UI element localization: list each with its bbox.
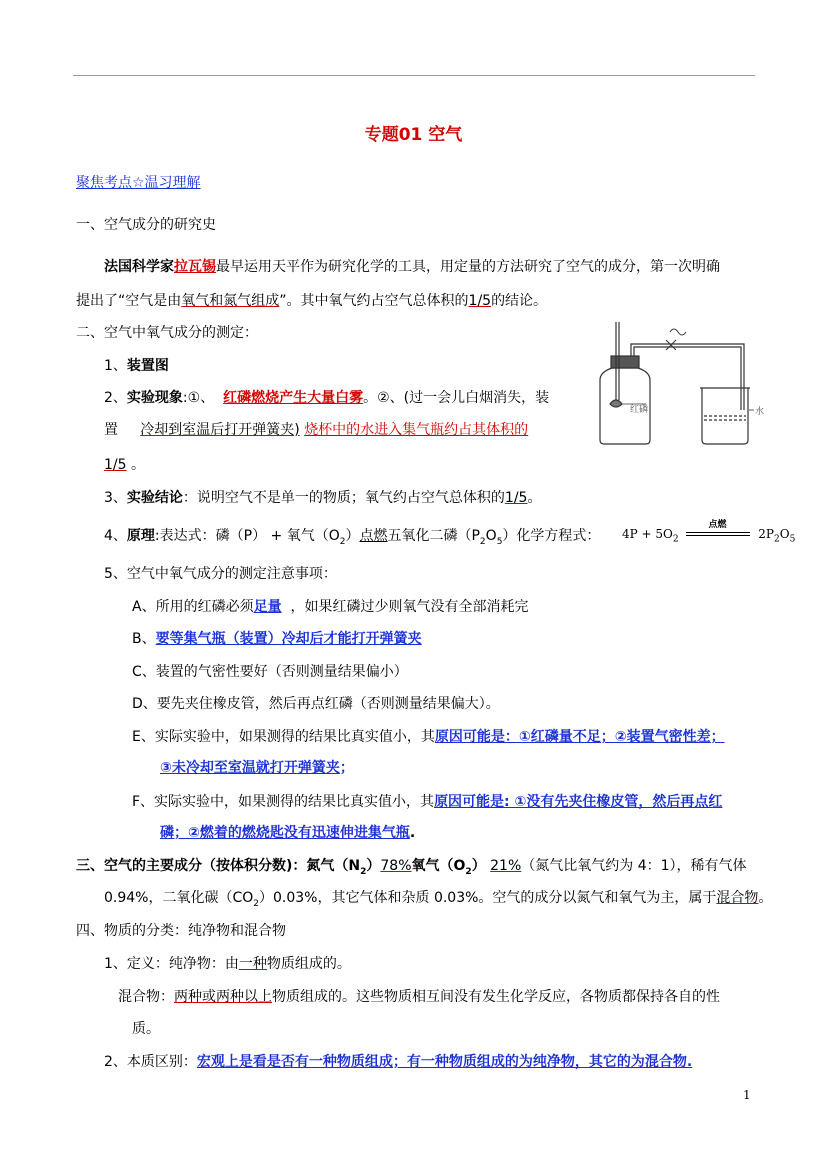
s1-lavoisier: 拉瓦锡 (174, 259, 216, 275)
frag: ） (366, 858, 381, 874)
frag: 2 (360, 866, 367, 877)
note-C: C、装置的气密性要好（否则测量结果偏小） (132, 664, 408, 680)
item-label: 装置图 (126, 358, 169, 374)
s2-item-5: 5、空气中氧气成分的测定注意事项： (104, 566, 337, 582)
note-E (132, 726, 725, 746)
frag: 1/5 (504, 490, 528, 506)
frag: B、 (132, 631, 156, 647)
label-red-phosphorus: 红磷 (630, 405, 649, 415)
s2-item-2-end (104, 454, 145, 474)
frag: ③未冷却至室温就打开弹簧夹 (160, 760, 340, 776)
frag: 足量 (253, 599, 282, 615)
header-rule (73, 75, 755, 76)
combustion-spoon (610, 400, 622, 407)
frag: 2、本质区别： (104, 1054, 197, 1070)
frag: 物质组成的。这些物质相互间没有发生化学反应，各物质都保持各自的性 (272, 989, 720, 1005)
frag: 物质组成的。 (266, 956, 351, 972)
frag: ； (339, 760, 354, 776)
page-title: 专题01 空气 (364, 125, 463, 145)
s4-difference (104, 1051, 692, 1071)
frag: 1/5 (104, 457, 127, 473)
chemical-equation (622, 519, 796, 545)
spring-clip-icon (666, 340, 676, 350)
frag: 混合物： (118, 989, 174, 1005)
s2-item-2-cont (104, 419, 528, 439)
oxygen-percent: 21% (490, 858, 522, 874)
note-F-cont (160, 822, 415, 842)
s1-line-1 (104, 256, 720, 276)
s1-frag: 提出了“空气是由 (76, 293, 182, 309)
section-3-line-1 (76, 855, 747, 877)
s1-composition: 氧气和氮气组成 (181, 293, 280, 309)
frag: 2 (465, 866, 472, 877)
eq-left: 4P + 5O (622, 527, 673, 541)
eq-right: O (779, 527, 790, 541)
frag: F、实际实验中，如果测得的结果比真实值小，其 (132, 794, 435, 810)
note-E-cont (160, 757, 354, 777)
frag: 混合物 (716, 890, 759, 906)
frag: 2 (479, 536, 486, 547)
note-D: D、要先夹住橡皮管，然后再点红磷（否则测量结果偏大）。 (132, 696, 500, 712)
frag: O (485, 528, 497, 544)
frag: 三、空气的主要成分（按体积分数)：氮气（N (76, 858, 361, 874)
item-num: 1、 (104, 358, 127, 374)
s1-frag: 的结论。 (491, 293, 548, 309)
section-4-heading: 四、物质的分类：纯净物和混合物 (76, 923, 286, 939)
note-B (132, 628, 422, 648)
s4-definition (104, 953, 351, 973)
s2-item-2 (104, 387, 549, 407)
nitrogen-percent: 78% (380, 858, 412, 874)
label-water: 水 (755, 407, 764, 417)
apparatus-diagram (594, 320, 764, 450)
frag: 置 (104, 422, 118, 438)
section-1-heading: 一、空气成分的研究史 (76, 217, 216, 233)
frag: E、实际实验中，如果测得的结果比真实值小，其 (132, 729, 435, 745)
eq-sub: 2 (773, 534, 780, 545)
glass-tube (631, 344, 744, 410)
eq-right: 2P (758, 527, 774, 541)
frag: . (409, 825, 416, 841)
rubber-stopper (611, 356, 639, 368)
s2-item-4 (104, 525, 600, 547)
s4-mixture-cont: 质。 (132, 1021, 160, 1037)
page-number: 1 (743, 1088, 751, 1102)
s1-frag: 法国科学家 (104, 259, 174, 275)
frag: 两种或两种以上 (174, 989, 272, 1005)
frag: 宏观上是看是否有一种物质组成；有一种物质组成的为纯净物，其它的为混合物. (196, 1054, 693, 1070)
frag: 5 (496, 536, 503, 547)
frag: （氮气比氧气约为 4：1），稀有气体 (521, 858, 747, 874)
section-2-heading: 二、空气中氧气成分的测定： (76, 325, 258, 341)
s2-item-3 (104, 487, 541, 507)
frag: 磷；②燃着的燃烧匙没有迅速伸进集气瓶 (160, 825, 410, 841)
s1-line-2 (76, 290, 547, 310)
frag: 氧气（O (411, 858, 466, 874)
eq-condition: 点燃 (708, 519, 727, 530)
frag: 原因可能是: ①没有先夹住橡皮管，然后再点红 (434, 794, 723, 810)
subtitle-link[interactable]: 聚焦考点☆温习理解 (76, 175, 201, 191)
frag: 。 (527, 490, 542, 506)
frag: ，如果红磷过少则氧气没有全部消耗完 (290, 599, 529, 615)
frag: 五氧化二磷（P (387, 528, 480, 544)
frag: 原因可能是：①红磷量不足；②装置气密性差； (434, 729, 725, 745)
frag: 。 (130, 457, 145, 473)
item-label: 实验现象 (126, 390, 183, 406)
frag: 一种 (238, 956, 267, 972)
frag: :表达式：磷（P） + 氧气（O (154, 528, 340, 544)
frag: 冷却到室温后打开弹簧夹) (140, 422, 300, 438)
frag: ）化学方程式： (502, 528, 601, 544)
frag: ） (471, 858, 486, 874)
note-F (132, 791, 722, 811)
frag: 2 (253, 898, 260, 909)
frag: 。 (758, 890, 773, 906)
eq-sub: 5 (789, 534, 796, 545)
s2-item-1 (104, 355, 169, 375)
frag: ） (345, 528, 360, 544)
observation-2: 烧杯中的水进入集气瓶约占其体积的 (304, 422, 529, 438)
item-label: 原理 (126, 528, 155, 544)
item-num: 4、 (104, 528, 127, 544)
s1-frag: 最早运用天平作为研究化学的工具，用定量的方法研究了空气的成分，第一次明确 (216, 259, 720, 275)
item-num: 3、 (104, 490, 127, 506)
item-num: 2、 (104, 390, 127, 406)
s4-mixture (118, 986, 720, 1006)
observation-1: 红磷燃烧产生大量白雾 (223, 390, 364, 406)
frag: 要等集气瓶（装置）冷却后才能打开弹簧夹 (155, 631, 422, 647)
s1-fraction: 1/5 (468, 293, 492, 309)
frag: 1、定义：纯净物：由 (104, 956, 239, 972)
frag: 。②、(过一会儿白烟消失，装 (363, 390, 550, 406)
note-A (132, 596, 528, 616)
frag: 2 (339, 536, 346, 547)
frag: A、所用的红磷必须 (132, 599, 254, 615)
frag: :①、 (182, 390, 215, 406)
frag: 0.94%，二氧化碳（CO (104, 890, 254, 906)
frag: ）0.03%，其它气体和杂质 0.03%。空气的成分以氮气和氧气为主，属于 (259, 890, 717, 906)
eq-sub: 2 (672, 534, 679, 545)
item-label: 实验结论 (126, 490, 183, 506)
reaction-condition: 点燃 (359, 528, 388, 544)
eq-arrow (682, 519, 754, 542)
s1-frag: ”。其中氧气约占空气总体积的 (279, 293, 469, 309)
frag: ：说明空气不是单一的物质；氧气约占空气总体积的 (182, 490, 505, 506)
section-3-line-2 (104, 887, 772, 909)
